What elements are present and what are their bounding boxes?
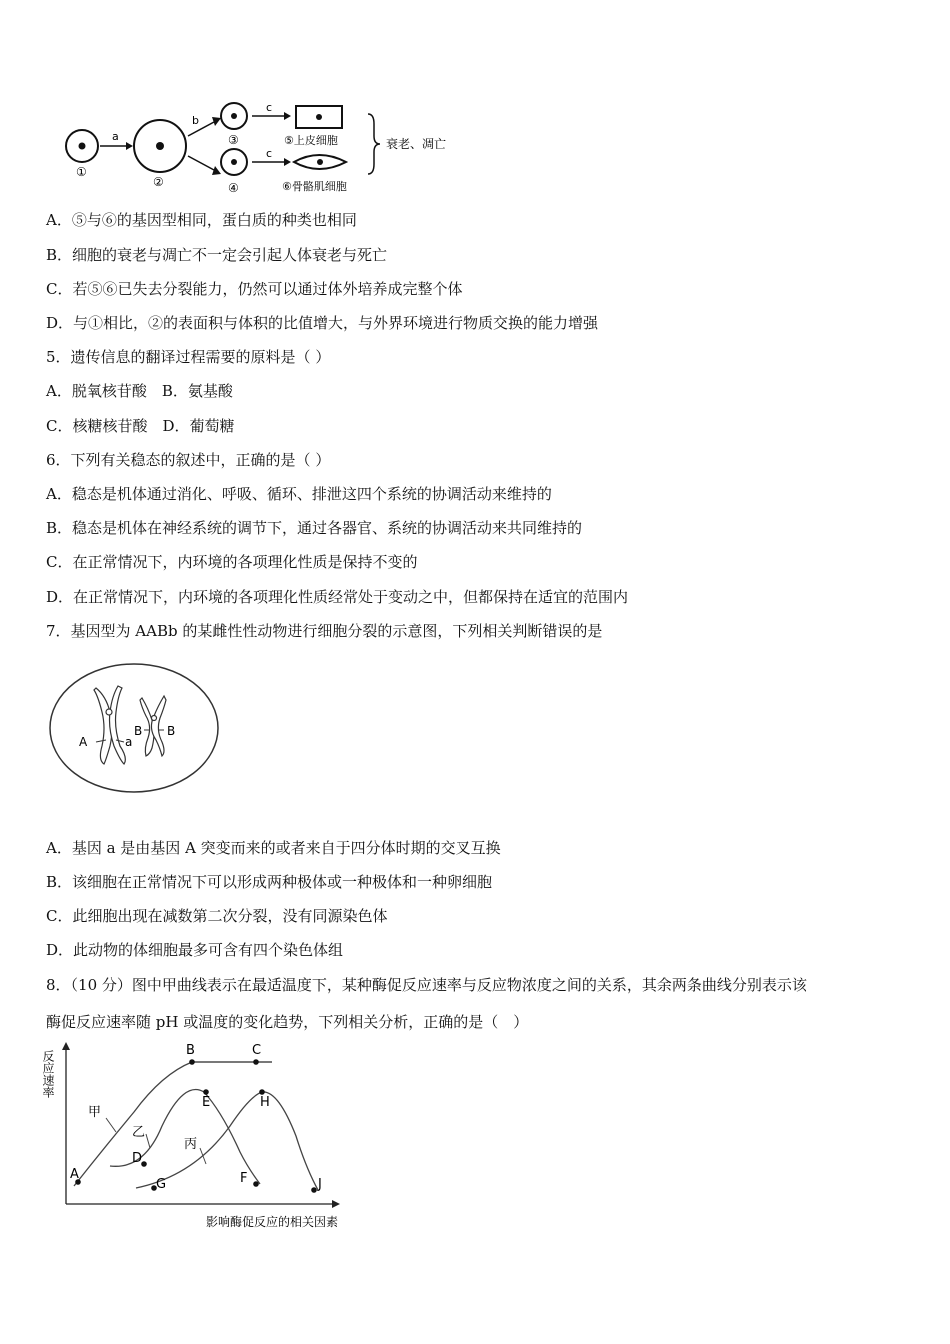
chart-x-label: 影响酶促反应的相关因素 [206, 1215, 339, 1229]
q6-option-a: A．稳态是机体通过消化、呼吸、循环、排泄这四个系统的协调活动来维持的 [46, 485, 552, 503]
q4-option-a: A．⑤与⑥的基因型相同，蛋白质的种类也相同 [46, 211, 357, 229]
q7-stem: 7．基因型为 AABb 的某雌性性动物进行细胞分裂的示意图，下列相关判断错误的是 [46, 622, 603, 640]
label-num-2: ② [153, 175, 164, 189]
point-label-A: A [70, 1167, 79, 1182]
curve-label-jia: 甲 [88, 1105, 102, 1120]
point-label-H: H [260, 1095, 270, 1110]
gene-B-right: B [167, 724, 176, 738]
point-C [253, 1059, 259, 1065]
point-F [253, 1181, 259, 1187]
q7-option-c: C．此细胞出现在减数第二次分裂，没有同源染色体 [46, 907, 388, 925]
point-label-C: C [252, 1043, 262, 1058]
q7-option-a: A．基因 a 是由基因 A 突变而来的或者来自于四分体时期的交叉互换 [46, 839, 501, 857]
q4-option-b: B．细胞的衰老与凋亡不一定会引起人体衰老与死亡 [46, 246, 388, 264]
q6-option-b: B．稳态是机体在神经系统的调节下，通过各器官、系统的协调活动来共同维持的 [46, 519, 583, 537]
point-label-J: J [318, 1177, 322, 1192]
q5-stem: 5．遗传信息的翻译过程需要的原料是（ ） [46, 348, 331, 366]
point-label-E: E [202, 1095, 211, 1110]
q8-stem-line1: 8．（10 分）图中甲曲线表示在最适温度下，某种酶促反应速率与反应物浓度之间的关系，其余两条曲线分别表示该 [46, 976, 807, 994]
point-J [311, 1187, 317, 1193]
q7-option-d: D．此动物的体细胞最多可含有四个染色体组 [46, 941, 344, 959]
curve-jia [74, 1062, 272, 1186]
q6-stem: 6．下列有关稳态的叙述中，正确的是（ ） [46, 451, 331, 469]
q5-options-ab: A．脱氧核苷酸 B．氨基酸 [46, 382, 233, 400]
q5-options-cd: C．核糖核苷酸 D．葡萄糖 [46, 417, 235, 435]
label-c-bottom: c [266, 147, 273, 160]
label-num-1: ① [76, 165, 87, 179]
curve-label-bing: 丙 [184, 1137, 198, 1152]
fate-label: 衰老、凋亡 [386, 137, 447, 151]
point-label-B: B [186, 1043, 195, 1058]
q4-option-c: C．若⑤⑥已失去分裂能力，仍然可以通过体外培养成完整个体 [46, 280, 463, 298]
q6-option-d: D．在正常情况下，内环境的各项理化性质经常处于变动之中，但都保持在适宜的范围内 [46, 588, 629, 606]
label-b: b [192, 114, 199, 127]
point-B [189, 1059, 195, 1065]
point-label-D: D [132, 1151, 143, 1166]
gene-a: a [125, 735, 133, 749]
curve-label-yi: 乙 [132, 1125, 146, 1140]
point-E [203, 1089, 209, 1095]
label-num-4: ④ [228, 181, 239, 195]
q8-stem-line2: 酶促反应速率随 pH 或温度的变化趋势，下列相关分析，正确的是（ ） [46, 1013, 529, 1031]
point-label-F: F [240, 1171, 248, 1186]
label-num-3: ③ [228, 133, 239, 147]
q4-option-d: D．与①相比，②的表面积与体积的比值增大，与外界环境进行物质交换的能力增强 [46, 314, 599, 332]
cell-5-label: ⑤上皮细胞 [284, 134, 338, 147]
enzyme-rate-chart [41, 1040, 384, 1236]
point-D [141, 1161, 147, 1167]
gene-B-left: B [134, 724, 143, 738]
q7-option-b: B．该细胞在正常情况下可以形成两种极体或一种极体和一种卵细胞 [46, 873, 493, 891]
label-c-top: c [266, 101, 273, 114]
curve-bing [136, 1092, 318, 1190]
cell-differentiation-figure [56, 100, 476, 200]
q6-option-c: C．在正常情况下，内环境的各项理化性质是保持不变的 [46, 553, 418, 571]
cell-6-label: ⑥骨骼肌细胞 [282, 180, 347, 193]
chromosome-cell-figure [48, 660, 224, 796]
point-label-G: G [156, 1177, 167, 1192]
chart-y-label [41, 1050, 55, 1098]
gene-A: A [79, 735, 88, 749]
y-label-text: 反应速率 [41, 1050, 55, 1098]
point-H [259, 1089, 265, 1095]
label-a: a [112, 130, 119, 143]
